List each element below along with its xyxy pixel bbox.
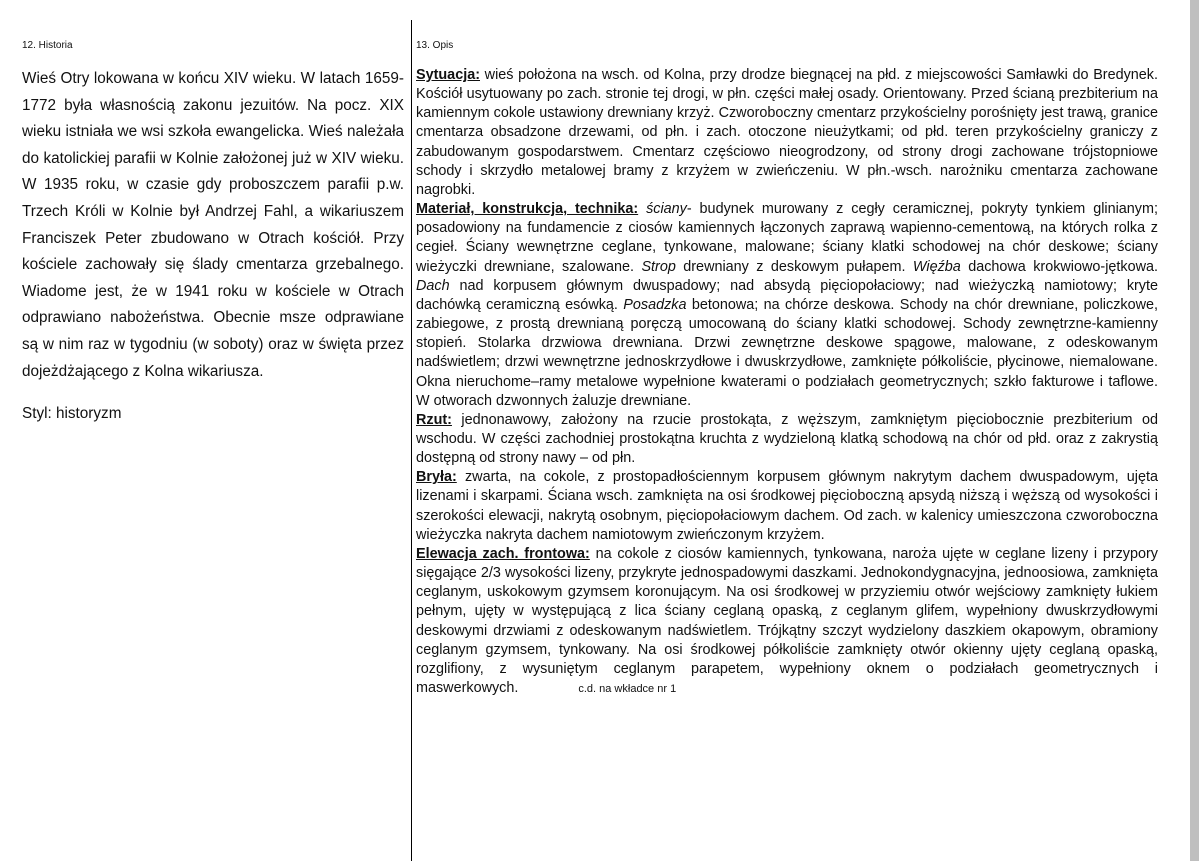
- material-italic-ceiling: Strop: [641, 258, 676, 275]
- elewacja-label: Elewacja zach. frontowa:: [416, 545, 590, 562]
- material-text-5: nad korpusem głównym dwuspadowy; nad absydą pięciopołaciowy; nad wieżyczką namiotowy; kryte dachówką ceramiczną esówką.: [416, 277, 1158, 313]
- material-italic-walls: ściany: [646, 201, 687, 218]
- continuation-note: c.d. na wkładce nr 1: [578, 683, 677, 695]
- material-text-3: drewniany z deskowym pułapem.: [675, 258, 913, 275]
- history-column: [22, 40, 404, 423]
- bryla-text: zwarta, na cokole, z prostopadłościennym korpusem głównym nakrytym dachem dwuspadowym, ujęta lizenami i skarpami. Ściana wsch. zamknięta na osi środkowej pięcioboczną apsydą niższą i węższą od wysokości i szerokości elewacji, nakrytą osobnym, pięciopołaciowym dachem. Od zach. w kalenicy umieszczona czworoboczna wieżyczka nakryta dachem namiotowym zwieńczonym krzyżem.: [416, 469, 1158, 543]
- section-bryla: [416, 468, 1158, 545]
- elewacja-text: na cokole z ciosów kamiennych, tynkowana, naroża ujęte w ceglane lizeny i przypory sięgające 2/3 wysokości lizeny, przykryte jednospadowymi daszkami. Jednokondygnacyjna, jednoosiowa, zamknięta ceglanym, uskokowym gzymsem koronującym. Na osi środkowej w przyziemiu otwór wejściowy zamknięty łukiem pełnym, ujęty w występującą z lica ściany ceglaną opaską, z ceglanym glifem, wypełniony dwuskrzydłowymi deskowymi drzwiami z odeskowanym nadświetlem. Trójkątny szczyt wydzielony daszkiem okapowym, obramiony ceglanym gzymsem, tynkowany. Na osi środkowej półkoliście zamknięty otwór okienny ujęty ceglaną opaską, rozglifiony, z wysuniętym ceglanym parapetem, wypełniony oknem o podziałach geometrycznych i maswerkowych.: [416, 545, 1158, 696]
- history-text: Wieś Otry lokowana w końcu XIV wieku. W latach 1659- 1772 była własnością zakonu jezuitów. Na pocz. XIX wieku istniała we wsi szkoła ewangelicka. Wieś należała do katolickiej parafii w Kolnie założonej już w XIV wieku. W 1935 roku, w czasie gdy proboszczem parafii p.w. Trzech Króli w Kolnie był Andrzej Fahl, a wikariuszem Franciszek Peter zbudowano w Otrach kościół. Przy kościele zachowały się ślady cmentarza grzebalnego. Wiadome jest, że w 1941 roku w kościele w Otrach odprawiano nabożeństwa. Obecnie msze odprawiane są w nim raz w tygodniu (w soboty) oraz w święta przez dojeżdżającego z Kolna wikariusza.: [22, 70, 404, 380]
- material-italic-truss: Więźba: [912, 258, 961, 275]
- material-text-6: betonowa; na chórze deskowa. Schody na chór drewniane, policzkowe, zabiegowe, z prostą drewnianą poręczą umocowaną do ściany klatki schodowej. Schody zewnętrzne-kamienny stopień. Stolarka drzwiowa drewniana. Drzwi zewnętrzne deskowe spągowe, malowane, z odeskowanym nadświetlem; drzwi wewnętrzne jednoskrzydłowe i dwuskrzydłowe, zamknięte półkoliście, płycinowe, niemalowane. Okna nieruchome–ramy metalowe wypełnione kwaterami o podziałach geometrycznych; szkło fakturowe i taflowe. W otworach dzwonnych żaluzje drewniane.: [416, 296, 1158, 409]
- material-text-4: dachowa krokwiowo-jętkowa.: [960, 258, 1158, 275]
- description-header: 13. Opis: [416, 40, 454, 51]
- material-text-1: [638, 201, 646, 217]
- section-material: [416, 200, 1158, 411]
- section-rzut: [416, 411, 1158, 468]
- sytuacja-text: wieś położona na wsch. od Kolna, przy drodze biegnącej na płd. z miejscowości Samławki do Bredynek. Kościół usytuowany po zach. stronie tej drogi, w płn. części małej osady. Orientowany. Przed ścianą prezbiterium na kamiennym cokole ustawiony drewniany krzyż. Czworoboczny cmentarz przykościelny porośnięty jest trawą, granice cmentarza obsadzone drzewami, od płn. i zach. otoczone nieużytkami; od płd. teren przykościelny graniczy z zabudowanym gospodarstwem. Cmentarz częściowo nieogrodzony, od strony drogi zachowane trójstopniowe schody i skrzydło metalowej bramy z krzyżem w zwieńczeniu. W płn.-wsch. narożniku cmentarza zachowane nagrobki.: [416, 67, 1158, 198]
- description-column: [416, 40, 1158, 699]
- rzut-label: Rzut:: [416, 411, 452, 428]
- history-header: 12. Historia: [22, 40, 73, 51]
- material-italic-roof: Dach: [416, 277, 450, 294]
- page-edge: [1190, 0, 1199, 861]
- rzut-text: jednonawowy, założony na rzucie prostokąta, z węższym, zamkniętym pięciobocznie prezbiterium od wschodu. W części zachodniej prostokątna kruchta z wydzieloną klatką schodową na chór od płd. oraz z zakrystią dostępną od strony nawy – od płn.: [416, 411, 1158, 467]
- material-text-2: - budynek murowany z cegły ceramicznej, pokryty tynkiem glinianym; posadowiony na fundamencie z ciosów kamiennych łączonych zaprawą wapienno-cementową, na których rolka z cegieł. Ściany wewnętrzne ceglane, tynkowane, malowane; ściany klatki schodowej na chór deskowe; ściany wieżyczki drewniane, szalowane.: [416, 201, 1158, 275]
- style-text: Styl: historyzm: [22, 405, 122, 423]
- material-italic-floor: Posadzka: [623, 296, 687, 313]
- column-divider: [411, 20, 412, 861]
- section-sytuacja: [416, 66, 1158, 200]
- sytuacja-label: Sytuacja:: [416, 67, 480, 83]
- section-elewacja: [416, 545, 1158, 699]
- bryla-label: Bryła:: [416, 469, 457, 486]
- material-label: Materiał, konstrukcja, technika:: [416, 201, 639, 218]
